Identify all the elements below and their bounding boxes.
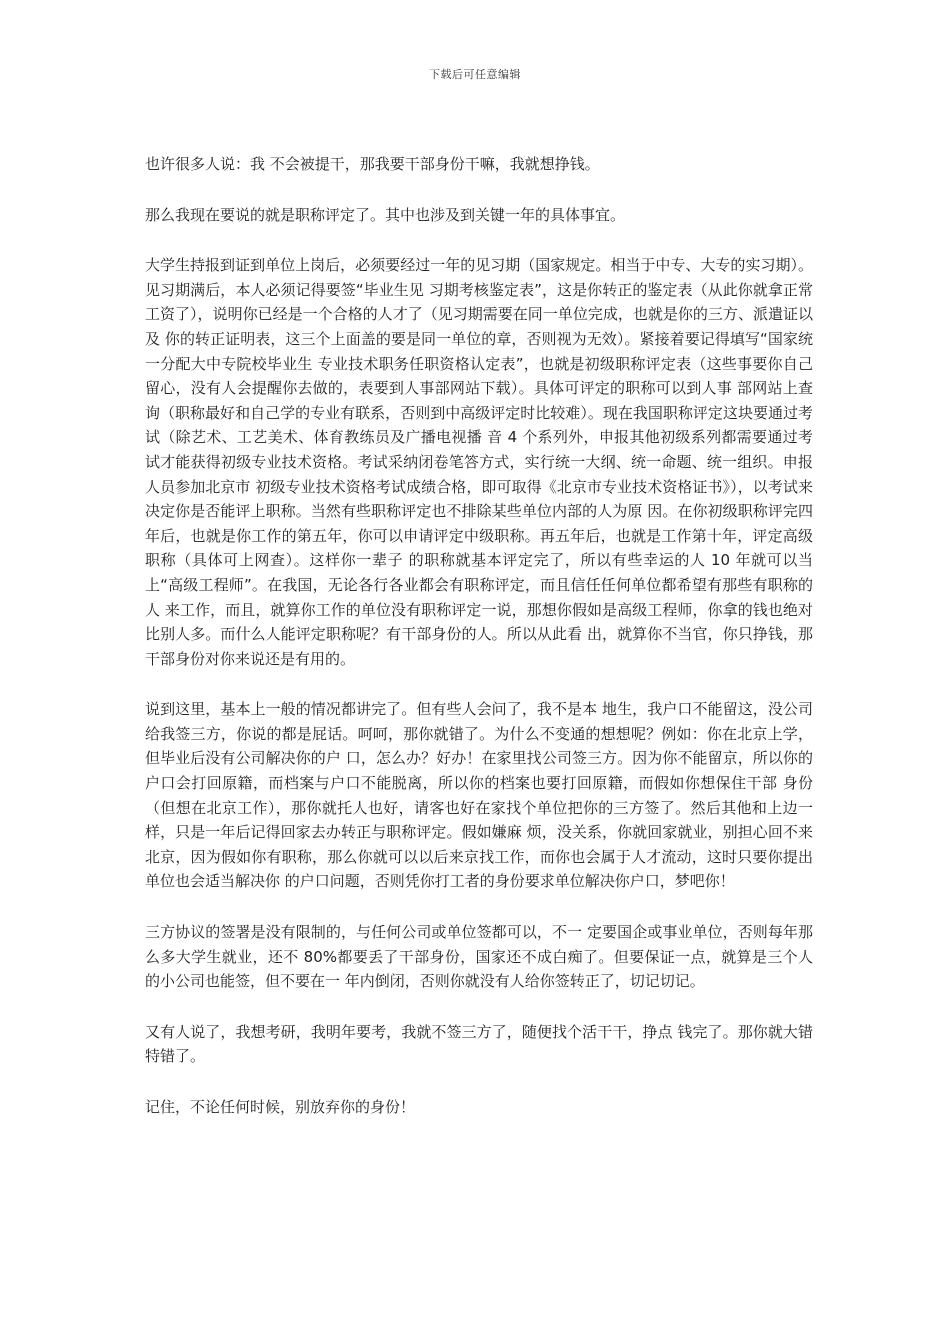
paragraph-7: 记住，不论任何时候，别放弃你的身份！ xyxy=(145,1098,416,1116)
paragraph-5: 三方协议的签署是没有限制的，与任何公司或单位签都可以，不一 定要国企或事业单位，否则每年那么多大学生就业，还不 80%都要丢了干部身份，国家还不成白痴了。但要保证一点，就算是三个人的小公司也能签，但不要在一 年内倒闭，否则你就没有人给你签转正了，切记切记。 xyxy=(145,923,813,991)
paragraph-2: 那么我现在要说的就是职称评定了。其中也涉及到关键一年的具体事宜。 xyxy=(145,205,626,224)
paragraph-1: 也许很多人说：我 不会被提干，那我要干部身份干嘛，我就想挣钱。 xyxy=(145,155,600,173)
page-header: 下载后可任意编辑 xyxy=(429,68,521,81)
document-body xyxy=(145,152,813,1146)
paragraph-4: 说到这里，基本上一般的情况都讲完了。但有些人会问了，我不是本 地生，我户口不能留这，没公司给我签三方，你说的都是屁话。呵呵，那你就错了。为什么不变通的想想呢？例如：你在北京上学，但毕业后没有公司解决你的户 口，怎么办？好办！在家里找公司签三方。因为你不能留京，所以你的户口会打回原籍，而档案与户口不能脱离，所以你的档案也要打回原籍，而假如你想保住干部 身份（但想在北京工作），那你就托人也好，请客也好在家找个单位把你的三方签了。然后其他和上边一样，只是一年后记得回家去办转正与职称评定。假如嫌麻 烦，没关系，你就回家就业，别担心回不来北京，因为假如你有职称，那么你就可以以后来京找工作，而你也会属于人才流动，这时只要你提出单位也会适当解决你 的户口问题，否则凭你打工者的身份要求单位解决你户口，梦吧你！ xyxy=(145,700,813,891)
paragraph-6: 又有人说了，我想考研，我明年要考，我就不签三方了，随便找个活干干，挣点 钱完了。那你就大错特错了。 xyxy=(145,1022,813,1066)
paragraph-3: 大学生持报到证到单位上岗后，必须要经过一年的见习期（国家规定。相当于中专、大专的实习期）。见习期满后，本人必须记得要签“毕业生见 习期考核鉴定表”，这是你转正的鉴定表（从此你就拿正常工资了），说明你已经是一个合格的人才了（见习期需要在同一单位完成，也就是你的三方、派遣证以及 你的转正证明表，这三个上面盖的要是同一单位的章，否则视为无效）。紧接着要记得填写“国家统一分配大中专院校毕业生 专业技术职务任职资格认定表”，也就是初级职称评定表（这些事要你自己留心，没有人会提醒你去做的，表要到人事部网站下载）。具体可评定的职称可以到人事 部网站上查询（职称最好和自己学的专业有联系，否则到中高级评定时比较难）。现在我国职称评定这块要通过考试（除艺术、工艺美术、体育教练员及广播电视播 音 4 个系列外，申报其他初级系列都需要通过考试才能获得初级专业技术资格。考试采纳闭卷笔答方式，实行统一大纲、统一命题、统一组织。申报人员参加北京市 初级专业技术资格考试成绩合格，即可取得《北京市专业技术资格证书》），以考试来决定你是否能评上职称。当然有些职称评定也不排除某些单位内部的人为原 因。在你初级职称评完四年后，也就是你工作的第五年，你可以申请评定中级职称。再五年后，也就是工作第十年，评定高级职称（具体可上网查）。这样你一辈子 的职称就基本评定完了，所以有些幸运的人 10 年就可以当上“高级工程师”。在我国，无论各行各业都会有职称评定，而且信任任何单位都希望有那些有职称的人 来工作，而且，就算你工作的单位没有职称评定一说，那想你假如是高级工程师，你拿的钱也绝对比别人多。而什么人能评定职称呢？有干部身份的人。所以从此看 出，就算你不当官，你只挣钱，那干部身份对你来说还是有用的。 xyxy=(145,256,813,668)
